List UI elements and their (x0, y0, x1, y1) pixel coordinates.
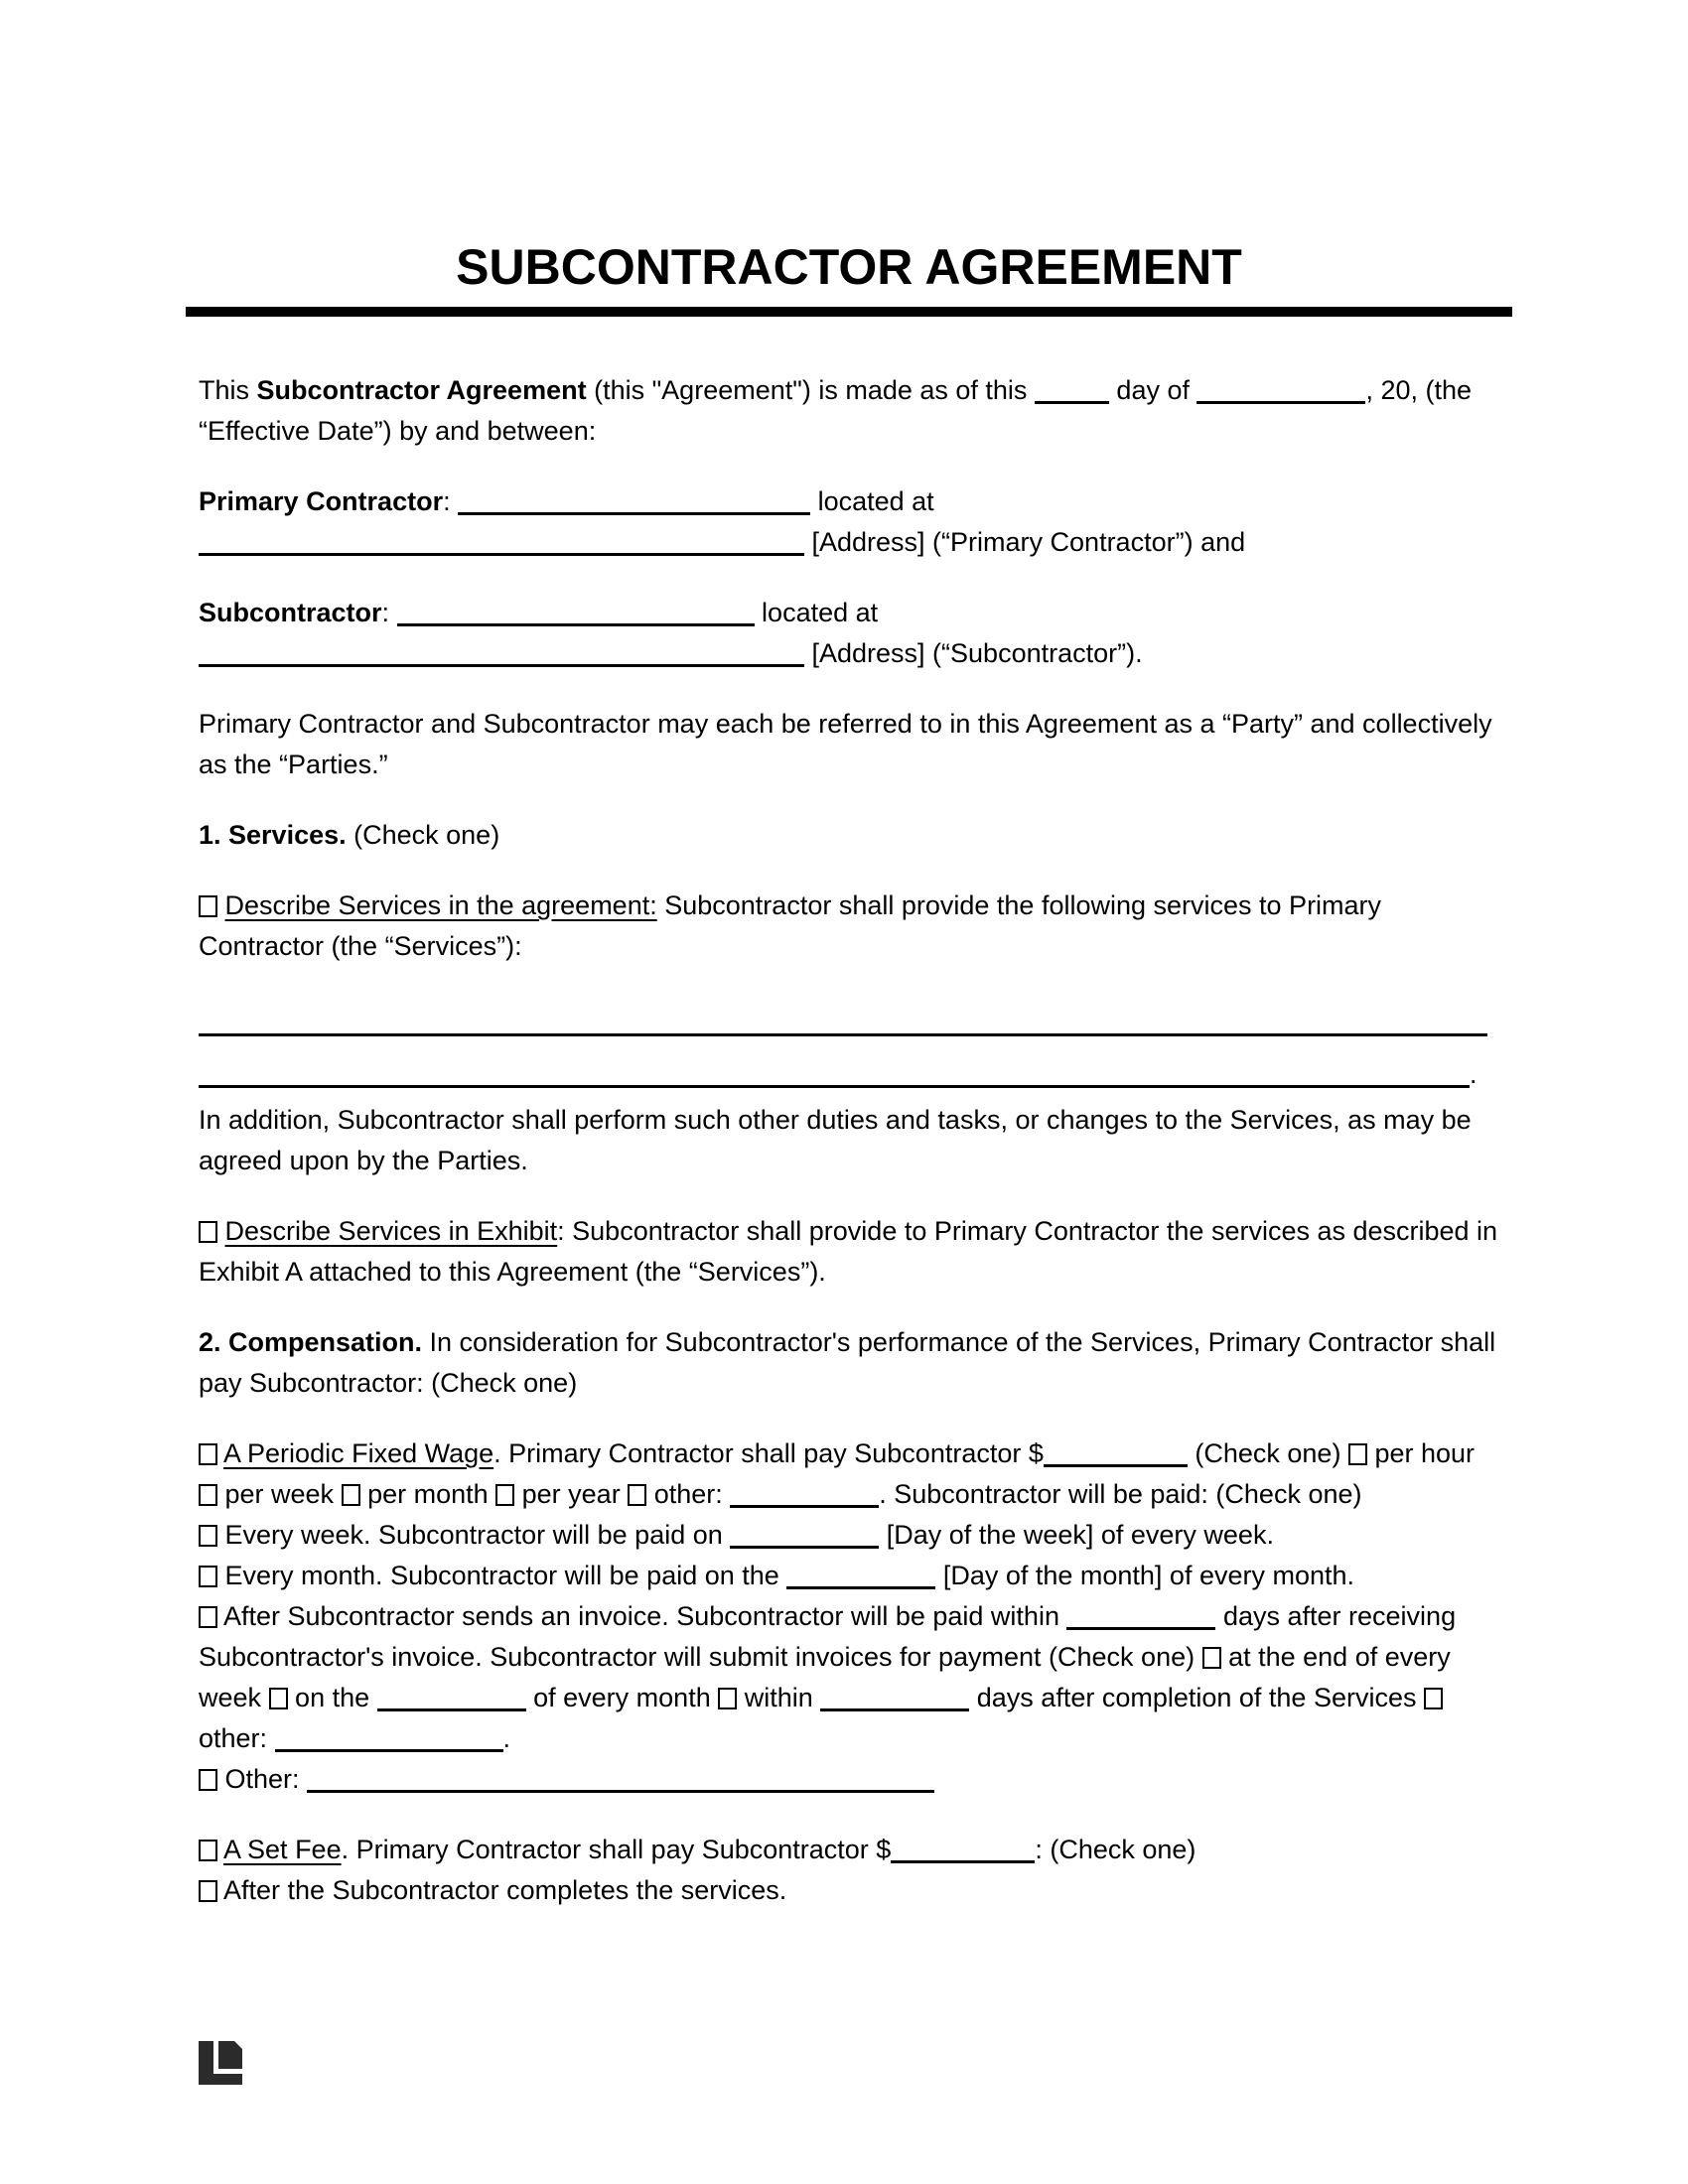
blank-field (1035, 401, 1109, 404)
text-run: Every week. Subcontractor will be paid on (217, 1520, 731, 1550)
blank-field (458, 512, 810, 515)
text-run: days after receiving Subcontractor's invoice. Subcontractor will submit invoices for payment (Check one) (199, 1601, 1457, 1672)
text-run: , 20, (the “Effective Date”) by and between: (199, 375, 1473, 446)
blank-field (275, 1749, 503, 1752)
blank-field (730, 1546, 879, 1549)
after-invoice-option (199, 1596, 1499, 1759)
primary-contractor-line-2 (199, 522, 1499, 563)
checkbox-icon (495, 1484, 514, 1506)
text-run: other: (199, 1723, 275, 1753)
blank-field (377, 1708, 526, 1711)
services-heading (199, 815, 1499, 856)
subcontractor-line-1 (199, 593, 1499, 633)
text-run: [Day of the month] of every month. (935, 1561, 1355, 1590)
checkbox-icon (269, 1688, 288, 1709)
blank-field (786, 1586, 935, 1589)
services-blank-line-1 (199, 997, 1499, 1048)
blank-field (730, 1505, 879, 1508)
text-run: (this "Agreement") is made as of this (586, 375, 1035, 405)
text-run: . Primary Contractor shall pay Subcontractor $ (341, 1835, 892, 1864)
every-week-option (199, 1515, 1499, 1556)
checkbox-icon (199, 1840, 217, 1861)
text-run: : Subcontractor shall provide to Primary Contractor the services as described in Exhibit A attached to this Agreement (the “Services”). (199, 1216, 1498, 1287)
text-run: on the (287, 1683, 377, 1712)
text-run: [Address] (“Subcontractor”). (804, 638, 1143, 668)
text-run: [Address] (“Primary Contractor”) and (804, 527, 1246, 557)
text-run: : (381, 598, 397, 627)
text-run: (Check one) (346, 820, 500, 850)
text-run: days after completion of the Services (969, 1683, 1424, 1712)
checkbox-icon (199, 1606, 217, 1628)
in-addition-paragraph (199, 1100, 1499, 1181)
text-run: : (443, 486, 459, 516)
checkbox-icon (199, 1769, 217, 1791)
checkbox-icon (1424, 1688, 1443, 1709)
text-run: 2. Compensation. (199, 1327, 423, 1357)
blank-field (1196, 401, 1365, 404)
blank-field (1044, 1464, 1188, 1467)
checkbox-icon (199, 1525, 217, 1547)
checkbox-icon (1348, 1443, 1367, 1465)
text-run: : (Check one) (1035, 1835, 1196, 1864)
blank-field (199, 1085, 1470, 1088)
describe-services-exhibit-option (199, 1211, 1499, 1293)
text-run: per month (359, 1479, 496, 1509)
set-fee-option (199, 1830, 1499, 1870)
compensation-heading (199, 1322, 1499, 1404)
blank-field (307, 1790, 934, 1793)
blank-field (891, 1860, 1035, 1863)
text-run (217, 890, 225, 920)
legal-templates-logo (199, 2041, 242, 2085)
text-run: Subcontractor Agreement (256, 375, 587, 405)
checkbox-icon (342, 1484, 360, 1506)
text-run: After the Subcontractor completes the services. (217, 1875, 787, 1905)
other-compensation-option (199, 1759, 1499, 1800)
text-run: other: (646, 1479, 731, 1509)
text-run: Every month. Subcontractor will be paid on the (217, 1561, 787, 1590)
text-run: A Periodic Fixed Wage (223, 1438, 494, 1468)
checkbox-icon (199, 1566, 217, 1587)
periodic-fixed-wage-option (199, 1433, 1499, 1515)
text-run: per hour (1366, 1438, 1476, 1468)
text-run: day of (1108, 375, 1197, 405)
legal-templates-mark-icon (199, 2041, 242, 2085)
intro-paragraph (199, 370, 1499, 452)
blank-field (1066, 1627, 1215, 1630)
text-run: Other: (217, 1764, 308, 1794)
after-completion-option (199, 1870, 1499, 1911)
every-month-option (199, 1556, 1499, 1596)
document-body (199, 370, 1499, 1911)
text-run: per year (514, 1479, 629, 1509)
text-run: After Subcontractor sends an invoice. Subcontractor will be paid within (217, 1601, 1067, 1631)
text-run: at the end of every week (199, 1642, 1451, 1712)
services-blank-line-2 (199, 1048, 1499, 1100)
document-title: SUBCONTRACTOR AGREEMENT (456, 239, 1242, 295)
blank-field (199, 664, 804, 667)
primary-contractor-line-1 (199, 481, 1499, 522)
text-run: A Set Fee (223, 1835, 342, 1864)
text-run: . (1470, 1059, 1477, 1089)
text-run: 1. Services. (199, 820, 347, 850)
text-run: Subcontractor shall provide the following services to Primary Contractor (the “Services”): (199, 890, 1382, 961)
checkbox-icon (199, 1880, 217, 1902)
parties-paragraph (199, 704, 1499, 785)
text-run: In consideration for Subcontractor's performance of the Services, Primary Contractor shall pay Subcontractor: (Check one) (199, 1327, 1496, 1398)
text-run: located at (810, 486, 934, 516)
text-run: This (199, 375, 257, 405)
blank-field (199, 553, 804, 556)
describe-services-agreement-option (199, 886, 1499, 967)
checkbox-icon (199, 1484, 217, 1506)
text-run: (Check one) (1187, 1438, 1348, 1468)
text-run: . (502, 1723, 511, 1753)
text-run: Primary Contractor (199, 486, 444, 516)
blank-field (397, 623, 755, 626)
text-run: . Primary Contractor shall pay Subcontractor $ (493, 1438, 1044, 1468)
checkbox-icon (199, 1443, 217, 1465)
document-content (199, 0, 1499, 1911)
text-run: Describe Services in the agreement: (224, 890, 657, 920)
subcontractor-line-2 (199, 633, 1499, 674)
text-run: located at (754, 598, 879, 627)
text-run: . Subcontractor will be paid: (Check one) (879, 1479, 1362, 1509)
text-run: Subcontractor (199, 598, 382, 627)
title-divider (186, 307, 1512, 317)
text-run: of every month (525, 1683, 719, 1712)
blank-field (820, 1708, 969, 1711)
checkbox-icon (628, 1484, 646, 1506)
checkbox-icon (199, 895, 217, 917)
text-run: within (737, 1683, 821, 1712)
text-run: [Day of the week] of every week. (879, 1520, 1274, 1550)
checkbox-icon (718, 1688, 737, 1709)
checkbox-icon (1202, 1647, 1221, 1669)
checkbox-icon (199, 1221, 217, 1243)
text-run: In addition, Subcontractor shall perform such other duties and tasks, or changes to the Services, as may be agreed upon by the Parties. (199, 1105, 1472, 1175)
text-run: Primary Contractor and Subcontractor may each be referred to in this Agreement as a “Party” and collectively as the “Parties.” (199, 709, 1492, 779)
text-run: per week (217, 1479, 342, 1509)
blank-field (199, 1033, 1487, 1036)
text-run: Describe Services in Exhibit (224, 1216, 558, 1246)
text-run (217, 1216, 225, 1246)
